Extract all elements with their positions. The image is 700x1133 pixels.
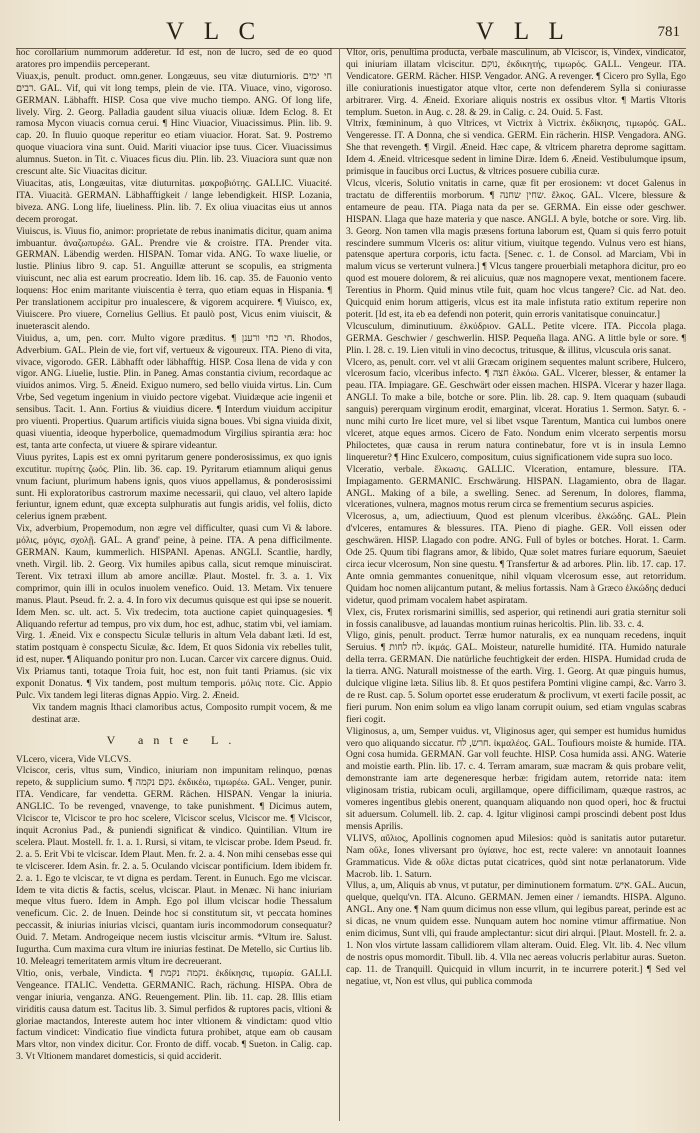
entry-paragraph: VLcero, vicera, Vide VLCVS. xyxy=(16,754,132,765)
entry-paragraph: Vligo, ginis, penult. product. Terræ humor naturalis, ex ea nunquam recedens, inquit Seruius. ¶ לח לחות. ἰκμάς. GAL. Moisteur, naturelle humidité. ITA. Humido naturale della terra. GERMAN. Die natürliche feuchtigkeit der erden. HISPA. Humidad cruda de la tierra. ANG. Naturall moistnesse of the earth. Virg. 1. Georg. At quæ pinguis humus, dulcique vligine læta. Silius lib. 8. Et quos pestifera Pomtini vligine campi, &c. Varro 3. de re Rust. cap. 5. Solum oportet esse eruderatum & proclivum, vt exerti facile possit, ac fieri purum. Non enim solum ea vligo lanam corrupit ouium, sed etiam vngulas scabras fieri cogit. xyxy=(346,631,686,725)
entry-paragraph: Vllus, a, um, Aliquis ab vnus, vt putatur, per diminutionem formatum. איש. GAL. Aucun, quelque, quelqu'vn. ITA. Alcuno. GERMAN. Jemen einer / iemandts. HISPA. Alguno. ANGL. Any one. ¶ Nam quum dicimus non esse vllum, qui legibus pareat, perinde est ac si dicas, ne vnum quidem esse. Nunquam autem hoc nomine vtimur affirmatiue. Non enim dicimus, Sunt vlli, qui fraude amplectantur: sicut diri alrqui. [Plaut. Mostell. fr. 2. a. 1. Non vlos virtute lassam callidiorem vllam alteram. Ouid. Eleg. Vlt. lib. 4. Nec vllum de nostris opus momordit. Tibull. lib. 4. Vlla nec aereas volucris perlabitur auras. Sueton. cap. 11. de Tranquill. Quicquid in vllum incurrit, in te incurrere poterit.] ¶ Sed vel negatiue, vt, Non est vllus, qui publica commoda xyxy=(346,881,686,987)
entry-paragraph: VLIVS, αὔλιος, Apollinis cognomen apud Milesios: quòd is sanitatis autor putaretur. Nam οὔλε, Iones vliversant pro ὑγίαινε, hoc est, recte valere: vn annotauit Ioannes Grammaticus. Vide & οὔλε dictas putat cicatrices, quòd sint notæ perlanatorum. Vide Macrob. lib. 1. Saturn. xyxy=(346,833,686,880)
entry-paragraph: Vlceratio, verbale. ἕλκωσις. GALLIC. Vlceration, entamure, blessure. ITA. Impiagamento. GERMANIC. Erschwärung. HISPAN. Llagamiento, obra de llagar. ANGL. Making of a bile, a swelling. Senec. ad Serenum, In dolores, flamma, vlcerationes, vulnera, magnos motus rerum circa se frementium securus aspicies. xyxy=(346,464,686,511)
left-headword: V L C xyxy=(166,18,263,45)
section-heading: V ante L. xyxy=(106,732,242,747)
right-column xyxy=(346,48,686,1121)
entry-paragraph: Vliginosus, a, um, Semper vuidus. vt, Vliginosus ager, qui semper est humidus humidus vero quo aliquando siccatur. חרש, לח. ἰκμαλέος. GAL. Toufiours moiste & humide. ITA. Ogni cosa humida. GERMAN. Gar voll feuchte. HISP. Cosa humida assi. ANG. Waterie and moistie earth. Plin. lib. 17. c. 4. Terram amaram, suæ macram & quis probare velit, demonstrante iam arte degeneresque herbæ: frigidam autem, retorride nata: item vliginosam tristia, rubicam oculi, argillamque, opere difficilimam, quæque rastros, ac vomeres ingentibus glebis onerent, quanquam aliquando non quod operi, hoc & fructui sit aduersum. Columell. lib. 2. cap. 4. Igitur vliginosi campi proscindi debent post Idus mensis Aprilis. xyxy=(346,726,686,832)
entry-paragraph: Viuus pyrites, Lapis est ex omni pyritarum genere ponderosissimus, ex quo ignis excutitur. πυρίτης ζωός. Plin. lib. 36. cap. 19. Pyritarum etiamnum aliqui genus vnum faciunt, plurimum habens ignis, quos viuos appellamus, & ponderosissimi sunt. Hi exploratoribus castrorum maxime necessarii, qui clauo, vel altero lapide feriuntur, ignem edunt, quæ excepta sulphuratis aut fungis aridis, vel foliis, dicto celerius ignem præbent. xyxy=(16,452,332,523)
entry-paragraph: Viuax,is, penult. product. omn.gener. Longæuus, seu vitæ diuturnioris. חי ימים רבים. GAL. Vif, qui vit long temps, plein de vie. ITA. Viuace, vino, vigoroso. GERMAN. Läbhafft. HISP. Cosa que vive mucho tiempo. ANG. Of long life, lively. Virg. 2. Georg. Palladia gaudent silua viuacis oliuæ. Idem Eclog. 8. Et ramosa Mycon viuacis cornua cerui. ¶ Hinc Viuacior, Viuacissimus. Plin. lib. 9. cap. 20. In fluuio quoque reperitur eo etiam viuacior. Horat. Sat. 9. Postremo quoque viuaciora vina sunt. Ouid. Mariti viuacior ipse tuus. Cicer. Viuacissimus alumnus. Sueton. in Tit. c. Viuaces ficus diu. Plin. lib. 23. Viuaciora sunt quæ non crescunt alte. Sic Viuacitas dicitur. xyxy=(16,71,332,178)
entry-paragraph: Viuiscus, is. Viuus fio, animor: proprietate de rebus inanimatis dicitur, quam anima imbuantur. ἀναζωπυρέω. GAL. Prendre vie & croistre. ITA. Prender vita. GERMAN. Läbendig werden. HISPAN. Tomar vida. ANG. To waxe liuelie, or lustie. Plinius libro 9. cap. 51. Anguillæ atterunt se scopulis, ea strigmenta viuiscunt, nec alia est earum procreatio. Idem lib. 16. cap. 35. de Fauonio vento loquens: Hoc enim maritante viuiscentia è terra, quo etiam equas in Hispania. ¶ Per translationem accipitur pro inualescere, & vigorem acquirere. ¶ Viuisco, ex, Viuiscere. Pro viuere, Cornelius Gellius. Et paulò post, Vicus enim viuiscit, & inueterascit alendo. xyxy=(16,226,332,332)
entry-paragraph: hoc corollarium nummorum adderetur. Id est, non de lucro, sed de eo quod aratores pro impendiis perceperant. xyxy=(16,48,332,70)
entry-paragraph: Viuacitas, atis, Longæuitas, vitæ diuturnitas. μακροβιότης. GALLIC. Viuacité. ITA. Viuacità. GERMAN. Läbhafftigkeit / lange lebendigkeit. HISP. Lozania, biveza. ANG. Long life, liueliness. Plin. lib. 7. Ex oliua viuacitas eius ut annos decem prorogat. xyxy=(16,178,332,225)
running-header xyxy=(16,14,686,49)
entry-paragraph: Vlcusculum, diminutiuum. ἑλκύδριον. GALL. Petite vlcere. ITA. Piccola plaga. GERMA. Geschwier / geschwerlin. HISP. Pequeña llaga. ANG. A little byle or sore. ¶ Plin. l. 28. c. 19. Lien vituli in vino decoctus, tritusque, & illitus, vlcuscula oris sanat. xyxy=(346,321,686,356)
entry-paragraph: Vlex, cis, Frutex rorismarini simillis, sed asperior, qui retinendi auri gratia sternitur soli in fossis canalibusve, ad lauandas montium ruinas hericoltis. Plin. lib. 33. c. 4. xyxy=(346,607,686,630)
entry-paragraph: Vltrix, fœmininum, à quo Vltrices, vt Victrix à Victrix. ἐκδίκησις, τιμωρός. GAL. Vengeresse. IT. A Donna, che si vendica. GERM. Ein rächerin. HISP. Vengadora. ANG. She that revengeth. ¶ Virgil. Æneid. Hæc cape, & vltricem pharetra deprome sagittam. Idem 4. Æneid. vltricesque sedent in limine Diræ. Idem 6. Æneid. Vestibulumque ipsum, primisque in faucibus orci Luctus, & vltrices posuere cubilia curæ. xyxy=(346,119,686,178)
entry-paragraph: Vltio, onis, verbale, Vindicta. ¶ נקמה נקמת. ἐκδίκησις, τιμωρία. GALLI. Vengeance. ITALIC. Vendetta. GERMANIC. Rach, rächung. HISPA. Obra de vengar iniuria, venganza. ANG. Reuengement. Plin. lib. 11. cap. 28. Illis etiam viriditis causa datum est. Tacitus lib. 3. Simul perfidos & ruptores pacis, vltioni & gloriae mactandos, Intereste autem hoc inter vltionem & vindictam: quod vltio factum vindicet: Vindicatio fiue vindicta futura prohibet, atque eam ob causam Mars vltor, non vindex dicitur. Cor. Fronto de diff. vocab. ¶ Sueton. in Calig. cap. 3. Vt Vltionem mandaret domesticis, si quid acciderit. xyxy=(16,968,332,1063)
entry-paragraph: Vlciscor, ceris, vltus sum, Vindico, iniuriam non impunitam relinquo, pœnas repeto, & supplicium sumo. ¶ נקם נקמה. ἐκδικέω, τιμωρέω. GAL. Venger, punir. ITA. Vendicare, far vendetta. GERM. Rächen. HISPAN. Vengar la iniuria. ANGLIC. To be revenged, vnavenge, to take punishment. ¶ Dicimus autem, Vlciscor te, Vlciscor te pro hoc scelere, Vlciscor scelus, Vlciscor me. ¶ Vlciscor, inquit Acronius Pad., & puniendi significat & vindico. Quintilian. Vltum ire scelera. Plaut. Mostell. fr. 1. a. 1. Rursi, si vitam, te vlciscar probe. Idem Pseud. fr. 2. a. 5. Erit Vbi te vlciscar. Idem Plaut. Men. fr. 2. a. 4. Non mihi censebas esse qui te vlciscerer. Idem Asin. fr. 2. a. 5. Oculando vlciscar pontificium. Idem ibidem fr. 2. a. 1. Ego te vlciscar, te vt digna es perdam. Terent. in Eunuch. Ego me vlciscar. Idem te vita dictis & factis, scelus, vlciscar. Plaut. in Menæc. Ni hanc iniuriam meque vltus fuero. Idem in Amph. Ego pol illum vlciscar hodie Thessalum veneficum. Cic. 2. de Inuen. Deinde hoc si constitutum sit, vt peccata homines peccassit, & iniurias iniurias vlcisci, quantam iuris incommodorum consequatur? Ouid. 7. Metam. Androgeique necem iustis vlciscitur armis. *Vltum ire. Salust. Iugurtha. Cum maxima cura vltum ire iniurias festinat. De Metello, sic Curtius lib. 10. Meleagri temeritatem armis vltum ire decreuerant. xyxy=(16,766,332,967)
entry-paragraph: Vlcero, as, penult. corr. vel vt alii Græcam originem sequentes malunt scribere, Hulcero, vlcerosum facio, vlceribus infecto. ¶ חצה ἑλκόω. GAL. Vlcerer, blesser, & entamer la peau. ITA. Impiagare. GE. Geschwärt oder eissen machen. HISPA. Vlcerar y hazer llaga. ANGLI. To make a bile, botche or sore. Plin. lib. 28. cap. 9. Item quaquam (subaudi sanguis) pererquam virginum erodit, emarginat, vlcerat. Horatius 1. Sermon. Satyr. 6. - nunc mihi curto Ire licet mure, vel si libet vsque Tarentum, Mantica cui lumbos onere vlceret, atque eques armos. Cicero de Fato. Nondum enim vlcerato serpentis morsu Philoctetes, quæ causa in rerum natura continebatur, fore vt is in insula Lemno linqueretur? ¶ Hinc Exulcero, compositum, cuius significationem vide supra suo loco. xyxy=(346,357,686,463)
left-column xyxy=(16,48,332,1121)
page-number: 781 xyxy=(657,24,680,40)
columns xyxy=(16,48,686,1121)
right-headword: V L L xyxy=(476,18,571,45)
entry-paragraph: Vltor, oris, penultima producta, verbale masculinum, ab Vlciscor, is, Vindex, vindicator, qui iniuriam illatam vlciscitur. נוקם, ἐκδικητής, τιμωρός. GALL. Vengeur. ITA. Vendicatore. GERM. Rächer. HISP. Vengador. ANG. A revenger. ¶ Cicero pro Sylla, Ego ille coniurationis inuestigator atque vltor, certe non defenderem Sylla si coniurasse arbitrarer. Virg. 4. Æneid. Exoriare aliquis nostris ex ossibus vltor. ¶ Martis Vltoris templum. Sueton. in Aug. c. 28. & 29. in Calig. c. 24. Ouid. 5. Fast. xyxy=(346,48,686,118)
entry-paragraph: Vlcerosus, a, um, adiectiuum, Quod est plenum vlceribus. ἑλκώδης. GAL. Plein d'vlceres, entamures & blessures. ITA. Pieno di piaghe. GER. Voll eissen oder geschwären. HISP. Llagado con podre. ANG. Full of byles or botches. Horat. 1. Carm. Ode 25. Quum tibi flagrans amor, & libido, Quæ solet matres furiare equorum, Saeuiet circa iecur vlcerosum, Non sine questu. ¶ Transfertur & ad arbores. Plin. lib. 17. cap. 17. Ante omnia gemmantes conuenitque, nihil vlquam vlcerosum esse, aut retorridum. Quidam hoc nomen alijcantum putant, & melius fortassis. Nam à Græco ἑλκώδης deduci videtur, quod primam vocalem habet aspiratam. xyxy=(346,512,686,606)
entry-paragraph: Vlcus, vlceris, Solutio vnitatis in carne, quæ fit per erosionem: vt docet Galenus in tractatu de differentiis morborum. ¶ שחין שחנה. ἕλκος. GAL. Vlcere, blessure & entameure de peau. ITA. Piaga nata da per se. GERMA. Ein eisse oder geschwer. HISPAN. Llaga que haze materia y que nasce. ANGLI. A byle, botche or sore. Virg. lib. 3. Georg. Non tamen vlla magis præsens fortuna laborum est, Quam si quis ferro potuit rescindere summum Vlceris os: alitur vitium, viuitque tegendo. Vulnus vero est hians, patensque apertura corporis, ictu facta. [Senec. c. 1. de Consol. ad Marciam, Vbi in malum vicus se verterunt vulnera.] ¶ Vlcus tangere prouerbiali metaphora dicitur, pro eo quod est mouere dolorem, & rei alicuius, quæ nos magnopere vexat, mentionem facere. Terentius in Phorm. Quid minus vtile fuit, quam hoc vlcus tangere? Cic. ad Nat. deo. Quicquid enim horum attigeris, vlcus est ita male infistuta ratio extitum reperire non poterit. [Id est, ita eb ea defendi non poterit, quin erroris vanitatisque conuincatur.] xyxy=(346,178,686,320)
entry-paragraph: Vix, adverbium, Propemodum, non ægre vel difficulter, quasi cum Vi & labore. μόλις, μόγις, σχολῇ. GAL. A grand' peine, à peine. ITA. A pena difficilmente. GERMAN. Kaum, kummerlich. HISPANI. Apenas. ANGLI. Scantlie, hardly, vneth. Virgil. lib. 2. Georg. Vix humiles apibus calla, sicut remque minuiscirat. Terent. Vix tetraxi illum ab amore ancillæ. Plaut. Mostel. fr. 3. a. 1. Vix comprimor, quin illi in oculos inuolem venefico. Ouid. 13. Metam. Vix tenuere manus. Plaut. Pseud. fr. 2. a. 4. In foro vix decumus quisque est qui ipse se nouerit. Idem Men. sc. ult. act. 5. Vix tredecim, tota auctione capiet quinquagesies. ¶ Aliquando refertur ad tempus, pro vix dum, hoc est, adhuc, statim vbi, vel iamiam. Virg. 1. Æneid. Vix e conspectu Siculæ telluris in altum Vela dabant læti. Id est, statim postquam è conspectu Siculæ, &c. Idem, Et quos Sidonia vix rebelles tulit, id est, nuper. ¶ Aliquando ponitur pro non. Lucan. Carcer vix carcere dignus. Ouid. Vix Priamus tanti, totaque Troia fuit, hoc est, non fuit tanti Priamus. (sic vix exponit Donatus. ¶ Vix tandem, post multum temporis. μόλις ποτε. Cic. Appio Pulc. Vix tandem legi literas dignas Appio. Virg. 2. Æneid. xyxy=(16,524,332,701)
verse-quote: Vix tandem magnis Ithaci clamoribus actus, Composito rumpit vocem, & me destinat aræ. xyxy=(32,702,332,725)
entry-paragraph: Viuidus, a, um, pen. corr. Multo vigore præditus. ¶ חי כחי ורענן. Rhodos, Adverbium. GAL. Plein de vie, fort vif, vertueux & vigoureux. ITA. Pieno di vita, vivace, vigorodo. GER. Läbhafft oder läbhafftig. HISP. Cosa llena de vida y con vigor. ANG. Liuelie, lustie. Plin. in Paneg. Amas constantia civium, recordaque ac viuidos animos. Virg. 5. Æneid. Exiguo numero, sed bello viuida virtus. Lin. Cum Vrbe, Sed vegetum ingenium in viuido pectore vigebat. Viuidæque acie ingenii et sensibus. Tacit. 1. Ann. Fortius & viuidius dicere. ¶ Interdum viuidum accipitur pro viuenti. Propertius. Quarum artificis viuida signa boues. Vbi signa viuida dixit, quasi viuentia, ideoque hyperbolice, quemadmodum Virgilius spirantia æra: hoc est, tanta arte confecta, ut viuere & spirare videantur. xyxy=(16,333,332,451)
